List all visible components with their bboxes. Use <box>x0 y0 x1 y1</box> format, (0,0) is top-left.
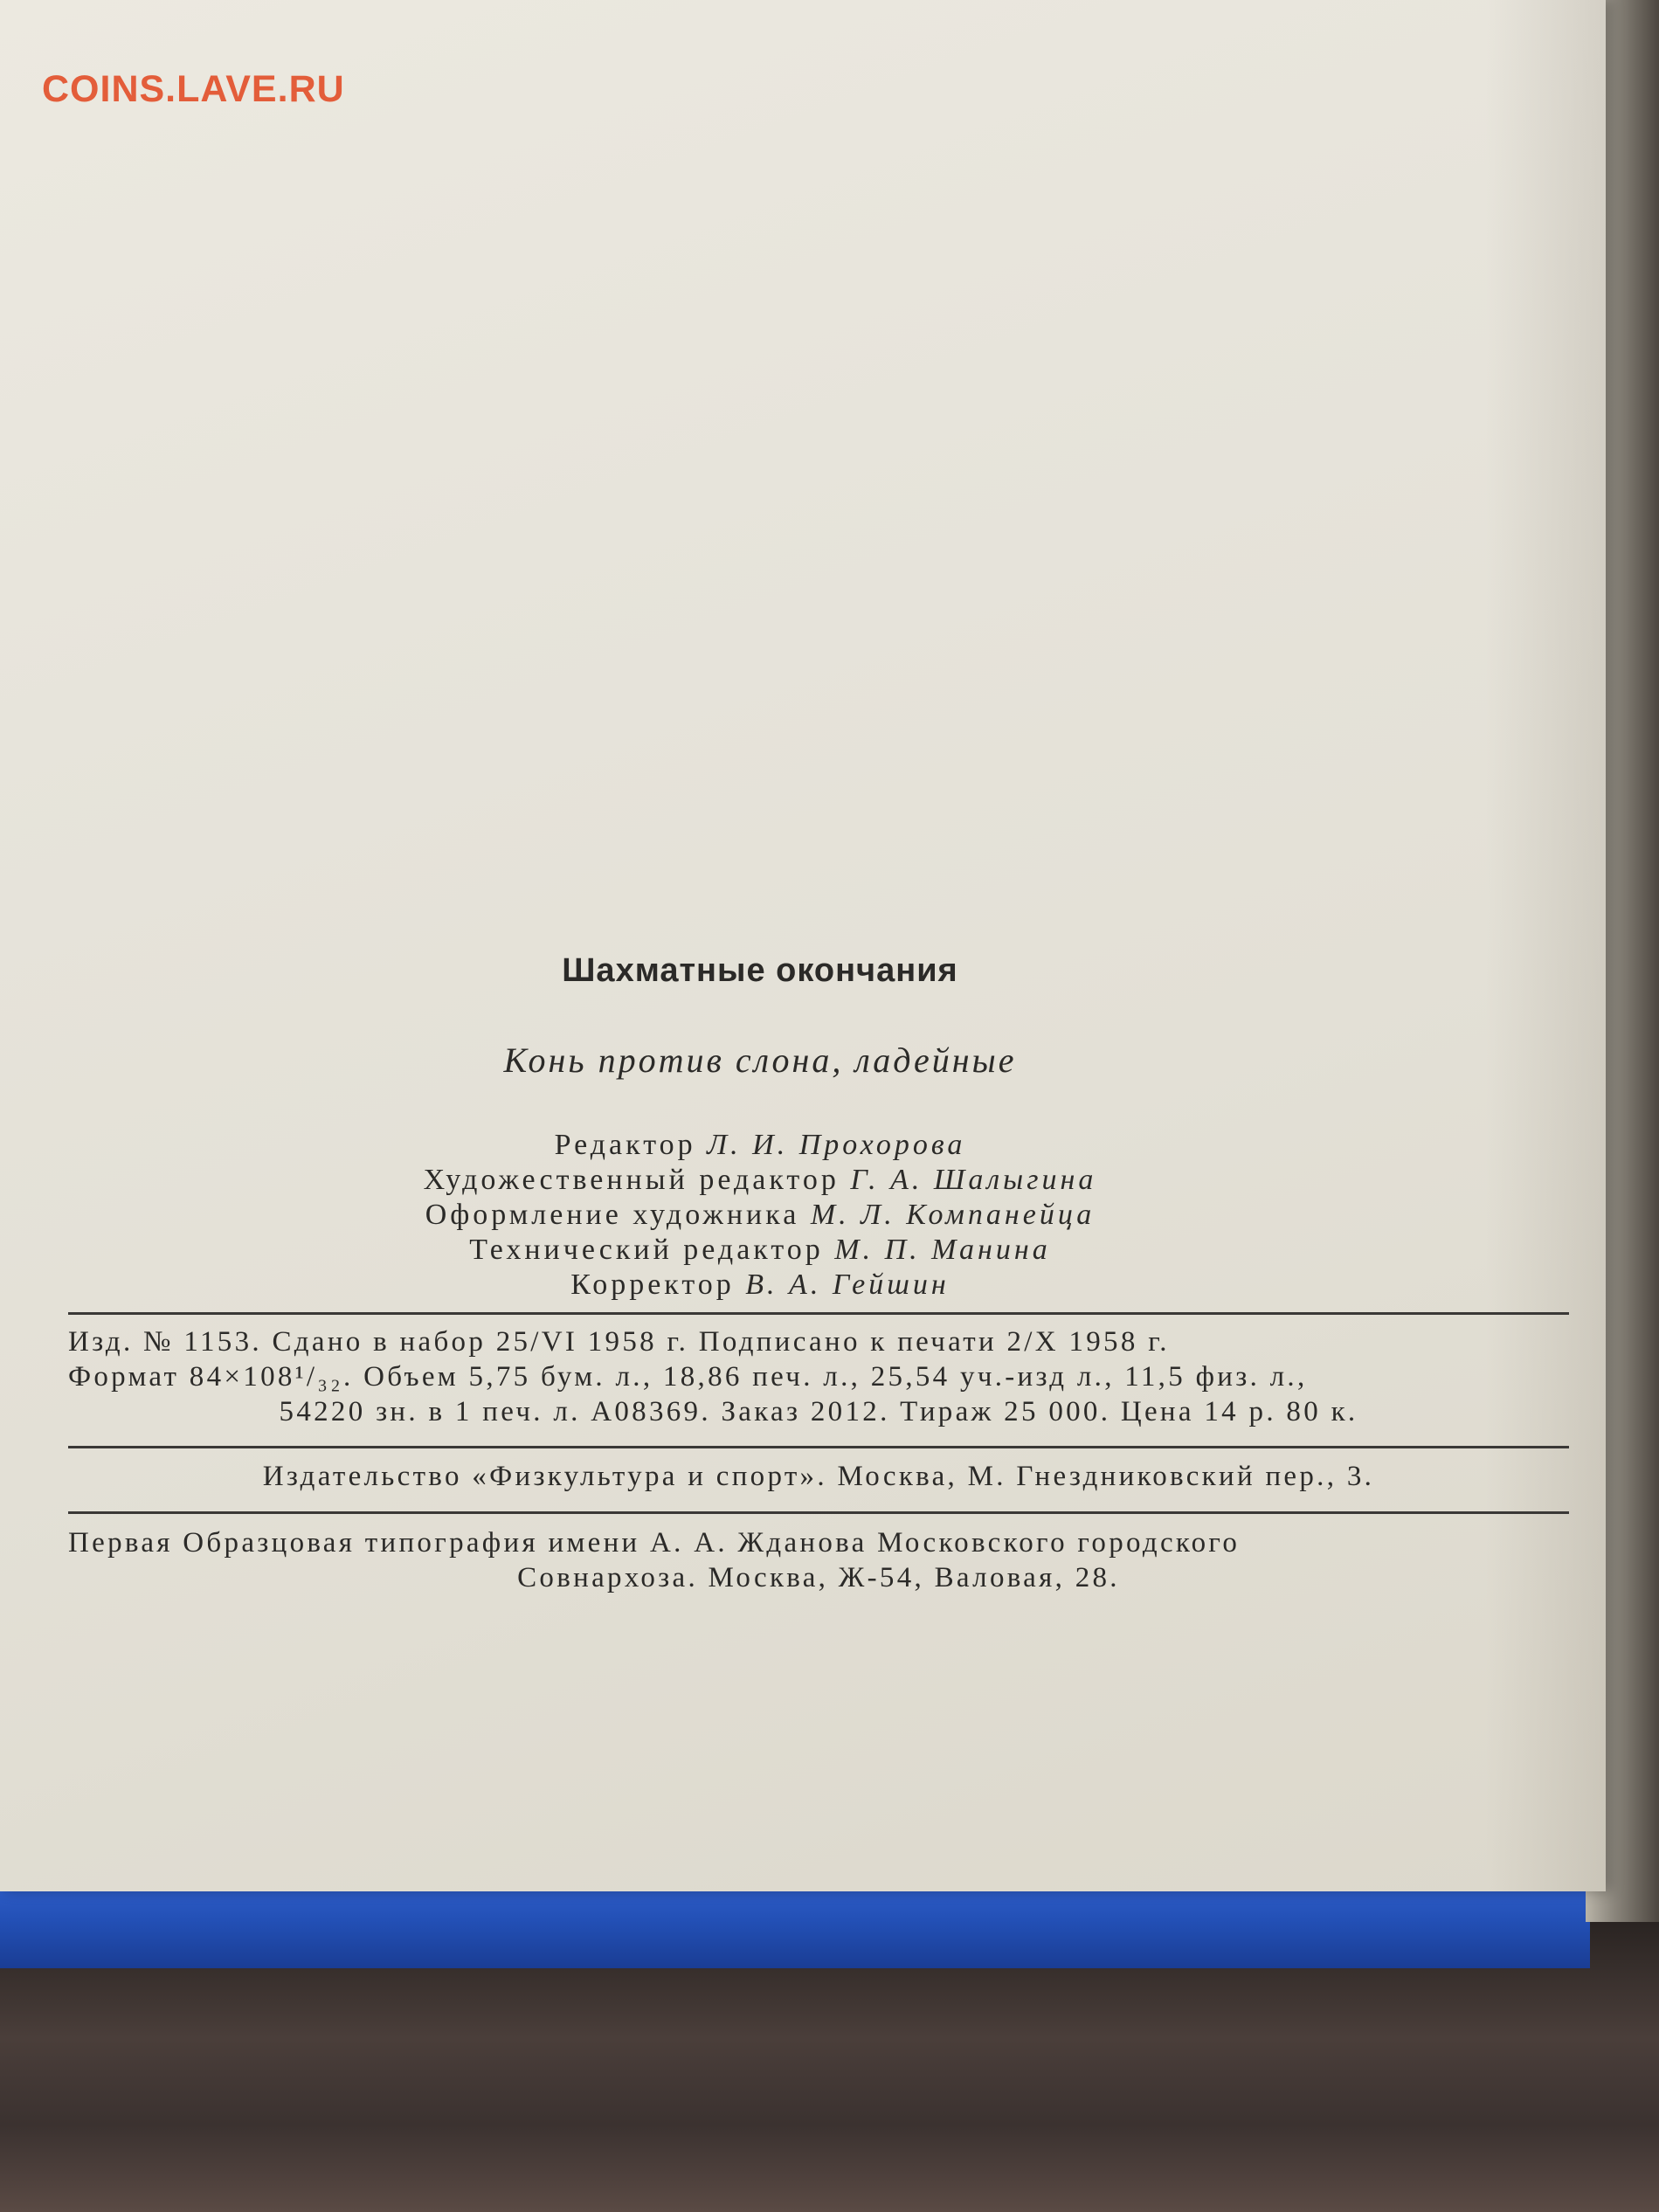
printer-line: Совнархоза. Москва, Ж-54, Валовая, 28. <box>517 1562 1120 1593</box>
credit-role: Технический редактор <box>469 1234 824 1266</box>
credit-line <box>0 1129 1520 1162</box>
credit-name: В. А. Гейшин <box>745 1268 950 1301</box>
print-info-line: 54220 зн. в 1 печ. л. А08369. Заказ 2012. Тираж 25 000. Цена 14 р. 80 к. <box>279 1396 1358 1427</box>
book-subtitle: Конь против слона, ладейные <box>503 1040 1017 1080</box>
credit-name: Л. И. Прохорова <box>707 1129 966 1161</box>
credit-line <box>0 1234 1520 1267</box>
watermark: COINS.LAVE.RU <box>42 68 345 110</box>
divider <box>68 1446 1569 1448</box>
credit-role: Редактор <box>554 1129 696 1161</box>
print-info-line: Изд. № 1153. Сдано в набор 25/VI 1958 г. Подписано к печати 2/X 1958 г. <box>68 1326 1170 1358</box>
printer-line: Первая Образцовая типография имени А. А. Жданова Московского городского <box>68 1527 1241 1559</box>
credit-line <box>0 1199 1520 1232</box>
credit-role: Художественный редактор <box>423 1164 840 1196</box>
credit-line <box>0 1268 1520 1302</box>
print-info-line: Формат 84×108¹/₃₂. Объем 5,75 бум. л., 18,86 печ. л., 25,54 уч.-изд л., 11,5 физ. л., <box>68 1361 1308 1393</box>
book-title: Шахматные окончания <box>562 952 958 989</box>
book-cover-binding <box>0 1878 1590 1968</box>
credit-name: М. Л. Компанейца <box>810 1199 1096 1231</box>
credit-name: Г. А. Шалыгина <box>850 1164 1097 1196</box>
divider <box>68 1312 1569 1315</box>
credit-name: М. П. Манина <box>834 1234 1051 1266</box>
credit-role: Оформление художника <box>425 1199 800 1231</box>
credit-line <box>0 1164 1520 1197</box>
credit-role: Корректор <box>570 1268 735 1301</box>
divider <box>68 1511 1569 1514</box>
page-shadow <box>1485 0 1606 1891</box>
publisher-line: Издательство «Физкультура и спорт». Москва, М. Гнездниковский пер., 3. <box>262 1461 1375 1492</box>
